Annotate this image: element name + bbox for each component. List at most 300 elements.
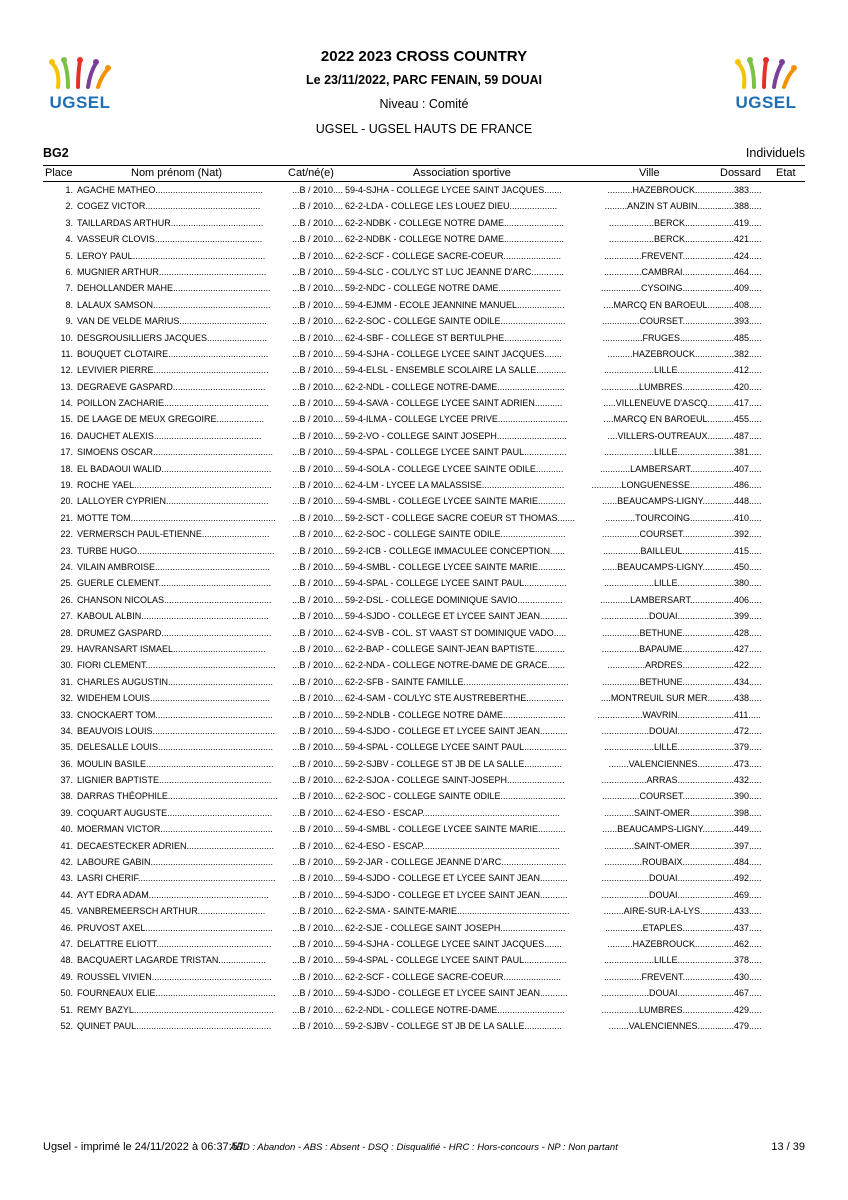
result-category: ...B / 2010....	[291, 512, 343, 523]
result-association: 59-4-SPAL - COLLEGE LYCEE SAINT PAUL.................	[345, 578, 567, 589]
result-association: 59-2-NDC - COLLEGE NOTRE DAME.........................	[345, 283, 562, 294]
result-bib: ......462.....	[719, 938, 762, 949]
result-bib: ......448.....	[719, 496, 762, 507]
result-place: 43.	[60, 873, 73, 884]
result-name: DESGROUSILLIERS JACQUES........................	[77, 332, 268, 343]
result-category: ...B / 2010....	[291, 414, 343, 425]
result-name: SIMOENS OSCAR................................................	[77, 447, 274, 458]
result-place: 13.	[60, 381, 73, 392]
result-bib: ......430.....	[719, 971, 762, 982]
result-city: ....................LILLE.................	[603, 742, 720, 753]
table-row	[43, 265, 805, 281]
result-bib: ......424.....	[719, 250, 762, 261]
result-category: ...B / 2010....	[291, 742, 343, 753]
table-row	[43, 396, 805, 412]
table-row	[43, 216, 805, 232]
result-category: ...B / 2010....	[291, 496, 343, 507]
result-city: ..................ARRAS.................	[601, 775, 720, 786]
result-association: 59-4-SJHA - COLLEGE LYCEE SAINT JACQUES.......	[345, 185, 562, 195]
result-bib: ......415.....	[719, 545, 762, 556]
result-association: 62-2-NDL - COLLEGE NOTRE-DAME...........................	[345, 1004, 565, 1015]
result-association: 62-2-NDBK - COLLEGE NOTRE DAME........................	[345, 217, 565, 228]
result-category: ...B / 2010....	[291, 775, 343, 786]
table-row	[43, 658, 805, 674]
result-city: ............LAMBERSART............	[600, 463, 720, 474]
result-place: 42.	[60, 857, 73, 868]
results-table	[43, 183, 805, 1035]
result-city: ...................DOUAI.................	[601, 725, 720, 736]
result-place: 15.	[60, 414, 73, 425]
result-category: ...B / 2010....	[291, 299, 343, 310]
logo-text: UGSEL	[735, 93, 797, 112]
result-city: ....MARCQ EN BAROEUL.....	[603, 414, 720, 425]
result-name: VAN DE VELDE MARIUS...................................	[77, 316, 267, 327]
table-row	[43, 675, 805, 691]
result-bib: ......411.....	[719, 709, 761, 720]
result-association: 59-2-NDLB - COLLEGE NOTRE DAME.........................	[345, 709, 566, 720]
result-bib: ......472.....	[719, 725, 762, 736]
result-association: 62-4-SVB - COL. ST VAAST ST DOMINIQUE VADO.....	[345, 627, 567, 638]
result-association: 59-4-SOLA - COLLEGE LYCEE SAINTE ODILE...........	[345, 463, 564, 474]
result-association: 59-4-SJDO - COLLEGE ET LYCEE SAINT JEAN...........	[345, 611, 568, 622]
result-name: TAILLARDAS ARTHUR.....................................	[77, 217, 264, 228]
result-city: ................FRUGES................	[602, 332, 720, 343]
result-category: ...B / 2010....	[291, 545, 343, 556]
result-place: 14.	[60, 398, 73, 409]
result-association: 59-4-ELSL - ENSEMBLE SCOLAIRE LA SALLE............	[345, 365, 567, 376]
result-place: 39.	[60, 807, 73, 818]
result-city: ....................LILLE.................	[603, 955, 720, 966]
result-category: ...B / 2010....	[291, 1020, 343, 1031]
result-city: ....................LILLE.................	[603, 365, 720, 376]
result-bib: ......450.....	[719, 561, 762, 572]
result-city: ....MONTREUIL SUR MER.....	[600, 693, 720, 704]
table-row	[43, 363, 805, 379]
result-city: ...............BETHUNE...............	[601, 627, 720, 638]
result-place: 19.	[60, 480, 73, 491]
event-date-place: Le 23/11/2022, PARC FENAIN, 59 DOUAI	[306, 73, 542, 87]
result-association: 59-4-SMBL - COLLEGE LYCEE SAINTE MARIE...........	[345, 561, 566, 572]
result-name: LABOURE GABIN.................................................	[77, 857, 274, 868]
result-city: ............TOURCOING............	[605, 512, 720, 523]
result-place: 25.	[60, 578, 73, 589]
result-association: 62-4-SAM - COL/LYC STE AUSTREBERTHE...............	[345, 693, 564, 704]
result-city: ...............ROUBAIX...............	[604, 857, 720, 868]
table-row	[43, 576, 805, 592]
result-city: ....MARCQ EN BAROEUL.....	[603, 299, 720, 310]
result-name: FOURNEAUX ELIE................................................	[77, 988, 276, 999]
table-row	[43, 789, 805, 805]
result-category: ...B / 2010....	[291, 840, 343, 851]
result-category: ...B / 2010....	[291, 693, 343, 704]
result-bib: ......473.....	[719, 758, 762, 769]
result-bib: ......406.....	[719, 594, 762, 605]
result-name: MUGNIER ARTHUR...........................................	[77, 266, 267, 277]
result-bib: ......433.....	[719, 906, 762, 917]
table-row	[43, 609, 805, 625]
result-city: ........VALENCIENNES.........	[608, 758, 720, 769]
print-date: Ugsel - imprimé le 24/11/2022 à 06:37:57	[43, 1141, 244, 1153]
result-place: 32.	[60, 693, 73, 704]
table-row	[43, 855, 805, 871]
race-category: BG2	[43, 146, 69, 160]
result-category: ...B / 2010....	[291, 873, 343, 884]
result-bib: ......486.....	[719, 480, 762, 491]
result-name: ROUSSEL VIVIEN................................................	[77, 971, 272, 982]
page-title: 2022 2023 CROSS COUNTRY	[320, 48, 528, 65]
result-place: 8.	[65, 299, 73, 310]
result-association: 62-2-SOC - COLLEGE SAINTE ODILE..........................	[345, 529, 566, 540]
event-organization: UGSEL - UGSEL HAUTS DE FRANCE	[315, 122, 533, 136]
result-category: ...B / 2010....	[291, 594, 343, 605]
result-name: CHANSON NICOLAS...........................................	[77, 594, 272, 605]
result-bib: ......420.....	[719, 381, 762, 392]
result-bib: ......434.....	[719, 676, 762, 687]
col-ville: Ville	[639, 167, 660, 179]
result-bib: ......449.....	[719, 824, 762, 835]
result-association: 59-4-SLC - COL/LYC ST LUC JEANNE D'ARC.............	[345, 266, 564, 277]
result-name: WIDEHEM LOUIS................................................	[77, 693, 271, 704]
result-place: 20.	[60, 496, 73, 507]
result-category: ...B / 2010....	[291, 332, 343, 343]
table-row	[43, 740, 805, 756]
result-place: 51.	[60, 1004, 73, 1015]
result-place: 49.	[60, 971, 73, 982]
result-category: ...B / 2010....	[291, 725, 343, 736]
result-bib: ......409.....	[719, 283, 762, 294]
result-association: 62-2-SCF - COLLEGE SACRE-COEUR.......................	[345, 971, 562, 982]
result-city: ...............BAILLEUL...............	[602, 545, 720, 556]
table-row	[43, 839, 805, 855]
result-category: ...B / 2010....	[291, 938, 343, 949]
result-place: 17.	[60, 447, 73, 458]
result-bib: ......492.....	[719, 873, 762, 884]
result-association: 59-2-DSL - COLLEGE DOMINIQUE SAVIO..................	[345, 594, 563, 605]
result-city: ...............FREVENT...............	[603, 250, 720, 261]
result-category: ...B / 2010....	[291, 824, 343, 835]
result-city: ..................WAVRIN.................	[597, 709, 720, 720]
table-row	[43, 806, 805, 822]
result-name: BACQUAERT LAGARDE TRISTAN...................	[77, 955, 266, 966]
result-bib: ......388.....	[719, 201, 762, 212]
table-row	[43, 199, 805, 215]
result-association: 62-2-SFB - SAINTE FAMILLE..........................................	[345, 676, 569, 687]
col-name: Nom prénom (Nat)	[131, 167, 223, 179]
result-bib: ......390.....	[719, 791, 762, 802]
result-category: ...B / 2010....	[291, 807, 343, 818]
result-place: 22.	[60, 529, 73, 540]
result-bib: ......484.....	[719, 857, 762, 868]
result-name: POILLON ZACHARIE..........................................	[77, 398, 270, 409]
result-city: ...............ETAPLES...............	[605, 922, 720, 933]
table-row	[43, 593, 805, 609]
result-category: ...B / 2010....	[291, 463, 343, 474]
result-category: ...B / 2010....	[291, 201, 343, 212]
result-category: ...B / 2010....	[291, 660, 343, 671]
result-category: ...B / 2010....	[291, 234, 343, 245]
result-place: 26.	[60, 594, 73, 605]
result-city: ........VALENCIENNES.........	[608, 1020, 720, 1031]
table-row	[43, 412, 805, 428]
table-row	[43, 527, 805, 543]
result-association: 59-4-SPAL - COLLEGE LYCEE SAINT PAUL.................	[345, 955, 567, 966]
result-category: ...B / 2010....	[291, 480, 343, 491]
table-row	[43, 314, 805, 330]
col-etat: Etat	[776, 167, 796, 179]
result-association: 62-2-NDL - COLLEGE NOTRE-DAME...........................	[345, 381, 565, 392]
result-category: ...B / 2010....	[291, 857, 343, 868]
table-row	[43, 822, 805, 838]
result-place: 16.	[60, 430, 73, 441]
result-bib: ......485.....	[719, 332, 762, 343]
result-name: CNOCKAERT TOM...............................................	[77, 709, 273, 720]
result-name: HAVRANSART ISMAEL.....................................	[77, 643, 266, 654]
result-association: 59-2-SCT - COLLEGE SACRE COEUR ST THOMAS.......	[345, 512, 576, 523]
result-name: VANBREMEERSCH ARTHUR...........................	[77, 906, 266, 917]
col-assoc: Association sportive	[413, 167, 511, 179]
result-association: 62-2-SJOA - COLLEGE SAINT-JOSEPH.......................	[345, 775, 565, 786]
result-place: 11.	[61, 348, 73, 359]
result-city: ...............CAMBRAI...............	[603, 266, 720, 277]
result-bib: ......469.....	[719, 889, 762, 900]
result-city: ...................DOUAI.................	[601, 611, 720, 622]
table-row	[43, 331, 805, 347]
table-row	[43, 986, 805, 1002]
result-category: ...B / 2010....	[291, 1004, 343, 1015]
col-place: Place	[45, 167, 73, 179]
result-name: VILAIN AMBROISE..............................................	[77, 561, 271, 572]
result-association: 59-2-ICB - COLLEGE IMMACULEE CONCEPTION......	[345, 545, 566, 556]
result-bib: ......427.....	[719, 643, 762, 654]
result-place: 6.	[65, 266, 73, 277]
result-name: DE LAAGE DE MEUX GREGOIRE...................	[77, 414, 265, 425]
result-association: 59-4-SMBL - COLLEGE LYCEE SAINTE MARIE...........	[345, 824, 566, 835]
result-bib: ......432.....	[719, 775, 762, 786]
result-category: ...B / 2010....	[291, 365, 343, 376]
result-name: REMY BAZYL........................................................	[77, 1004, 274, 1015]
result-place: 23.	[60, 545, 73, 556]
result-category: ...B / 2010....	[291, 889, 343, 900]
table-row	[43, 544, 805, 560]
result-place: 47.	[60, 938, 73, 949]
result-place: 4.	[65, 234, 73, 245]
result-place: 1.	[65, 185, 73, 195]
table-row	[43, 478, 805, 494]
result-category: ...B / 2010....	[291, 922, 343, 933]
result-name: DAUCHET ALEXIS...........................................	[77, 430, 262, 441]
result-name: TURBE HUGO.......................................................	[77, 545, 275, 556]
table-header	[43, 165, 805, 182]
result-city: .........ANZIN ST AUBIN.........	[604, 201, 720, 212]
result-bib: ......464.....	[719, 266, 762, 277]
result-place: 35.	[60, 742, 73, 753]
result-name: BEAUVOIS LOUIS.................................................	[77, 725, 276, 736]
event-level: Niveau : Comité	[379, 97, 469, 111]
result-city: ............SAINT-OMER............	[603, 807, 720, 818]
result-city: .....VILLENEUVE D'ASCQ.....	[603, 398, 720, 409]
table-row	[43, 1003, 805, 1019]
result-bib: ......379.....	[719, 742, 762, 753]
result-name: DEGRAEVE GASPARD.....................................	[77, 381, 266, 392]
table-row	[43, 281, 805, 297]
result-name: DELATTRE ELIOTT..............................................	[77, 938, 272, 949]
result-name: DRUMEZ GASPARD............................................	[77, 627, 272, 638]
result-name: LALLOYER CYPRIEN.........................................	[77, 496, 269, 507]
result-category: ...B / 2010....	[291, 643, 343, 654]
result-category: ...B / 2010....	[291, 561, 343, 572]
result-city: ..................BERCK..............	[608, 217, 720, 228]
result-bib: ......412.....	[719, 365, 762, 376]
result-name: LASRI CHERIF.......................................................	[77, 873, 276, 884]
result-association: 62-4-LM - LYCEE LA MALASSISE.................................	[345, 480, 565, 491]
result-association: 59-2-SJBV - COLLEGE ST JB DE LA SALLE...............	[345, 1020, 562, 1031]
result-name: GUERLE CLEMENT.............................................	[77, 578, 272, 589]
result-association: 62-2-NDBK - COLLEGE NOTRE DAME........................	[345, 234, 565, 245]
result-name: MOULIN BASILE...................................................	[77, 758, 274, 769]
logo-text: UGSEL	[49, 93, 111, 112]
table-row	[43, 347, 805, 363]
table-row	[43, 429, 805, 445]
table-row	[43, 380, 805, 396]
result-bib: ......467.....	[719, 988, 762, 999]
result-name: VASSEUR CLOVIS...........................................	[77, 234, 263, 245]
result-category: ...B / 2010....	[291, 283, 343, 294]
result-bib: ......437.....	[719, 922, 762, 933]
status-legend: ABD : Abandon - ABS : Absent - DSQ : Disqualifié - HRC : Hors-concours - NP : Non partant	[230, 1142, 618, 1153]
result-place: 21.	[60, 512, 73, 523]
result-city: ...............COURSET...............	[601, 791, 720, 802]
result-association: 59-4-SPAL - COLLEGE LYCEE SAINT PAUL.................	[345, 447, 567, 458]
result-association: 59-4-SJHA - COLLEGE LYCEE SAINT JACQUES.......	[345, 348, 562, 359]
result-association: 62-2-NDA - COLLEGE NOTRE-DAME DE GRACE.......	[345, 660, 566, 671]
table-row	[43, 1019, 805, 1035]
result-category: ...B / 2010....	[291, 627, 343, 638]
result-name: LALAUX SAMSON...............................................	[77, 299, 271, 310]
result-place: 24.	[60, 561, 73, 572]
result-name: CHARLES AUGUSTIN..........................................	[77, 676, 274, 687]
result-category: ...B / 2010....	[291, 578, 343, 589]
result-association: 59-4-SJDO - COLLEGE ET LYCEE SAINT JEAN...........	[345, 988, 568, 999]
result-category: ...B / 2010....	[291, 955, 343, 966]
result-city: ............SAINT-OMER............	[603, 840, 720, 851]
result-place: 31.	[60, 676, 73, 687]
result-association: 59-4-SJDO - COLLEGE ET LYCEE SAINT JEAN...........	[345, 725, 568, 736]
col-cat: Cat/né(e)	[288, 167, 334, 179]
result-bib: ......392.....	[719, 529, 762, 540]
result-category: ...B / 2010....	[291, 430, 343, 441]
result-category: ...B / 2010....	[291, 758, 343, 769]
result-place: 5.	[65, 250, 73, 261]
result-category: ...B / 2010....	[291, 316, 343, 327]
result-place: 10.	[60, 332, 73, 343]
result-place: 7.	[65, 283, 73, 294]
result-category: ...B / 2010....	[291, 906, 343, 917]
result-category: ...B / 2010....	[291, 611, 343, 622]
result-place: 34.	[60, 725, 73, 736]
result-name: BOUQUET CLOTAIRE........................................	[77, 348, 269, 359]
table-row	[43, 773, 805, 789]
result-place: 3.	[65, 217, 73, 228]
result-association: 62-4-ESO - ESCAP.......................................................	[345, 840, 560, 851]
result-category: ...B / 2010....	[291, 266, 343, 277]
result-category: ...B / 2010....	[291, 217, 343, 228]
result-place: 12.	[60, 365, 73, 376]
result-city: ......BEAUCAMPS-LIGNY.......	[602, 561, 720, 572]
result-association: 62-2-SJE - COLLEGE SAINT JOSEPH..........................	[345, 922, 566, 933]
result-association: 62-2-LDA - COLLEGE LES LOUEZ DIEU...................	[345, 201, 558, 212]
result-city: ...............BAPAUME...............	[601, 643, 720, 654]
result-bib: ......383.....	[719, 185, 762, 195]
result-association: 59-4-SAVA - COLLEGE LYCEE SAINT ADRIEN...........	[345, 398, 563, 409]
result-place: 46.	[60, 922, 73, 933]
result-association: 59-4-SMBL - COLLEGE LYCEE SAINTE MARIE...........	[345, 496, 566, 507]
result-association: 62-2-BAP - COLLEGE SAINT-JEAN BAPTISTE............	[345, 643, 565, 654]
result-place: 27.	[60, 611, 73, 622]
result-name: DARRAS THÉOPHILE............................................	[77, 791, 278, 802]
result-place: 45.	[60, 906, 73, 917]
result-place: 2.	[65, 201, 73, 212]
table-row	[43, 757, 805, 773]
result-city: ................CYSOING...............	[600, 283, 720, 294]
result-place: 44.	[60, 889, 73, 900]
result-place: 33.	[60, 709, 73, 720]
result-city: ....VILLERS-OUTREAUX.....	[607, 430, 720, 441]
result-name: VERMERSCH PAUL-ETIENNE...........................	[77, 529, 270, 540]
result-city: ............LONGUENESSE............	[591, 480, 720, 491]
result-bib: ......380.....	[719, 578, 762, 589]
result-name: LEVIVIER PIERRE..............................................	[77, 365, 269, 376]
result-bib: ......429.....	[719, 1004, 762, 1015]
result-bib: ......410.....	[719, 512, 762, 523]
result-category: ...B / 2010....	[291, 348, 343, 359]
result-place: 18.	[60, 463, 73, 474]
result-place: 41.	[60, 840, 73, 851]
result-association: 59-4-SPAL - COLLEGE LYCEE SAINT PAUL.................	[345, 742, 567, 753]
result-name: LIGNIER BAPTISTE.............................................	[77, 775, 272, 786]
result-bib: ......422.....	[719, 660, 762, 671]
result-bib: ......479.....	[719, 1020, 762, 1031]
result-category: ...B / 2010....	[291, 398, 343, 409]
table-row	[43, 904, 805, 920]
result-name: MOTTE TOM..........................................................	[77, 512, 276, 523]
result-bib: ......438.....	[719, 693, 762, 704]
result-category: ...B / 2010....	[291, 971, 343, 982]
result-association: 59-2-SJBV - COLLEGE ST JB DE LA SALLE...............	[345, 758, 562, 769]
result-name: PRUVOST AXEL...................................................	[77, 922, 273, 933]
result-city: ......BEAUCAMPS-LIGNY.......	[602, 824, 720, 835]
result-bib: ......455.....	[719, 414, 762, 425]
result-bib: ......397.....	[719, 840, 762, 851]
table-row	[43, 298, 805, 314]
result-place: 36.	[60, 758, 73, 769]
result-bib: ......417.....	[719, 398, 762, 409]
result-category: ...B / 2010....	[291, 381, 343, 392]
result-bib: ......393.....	[719, 316, 762, 327]
result-association: 59-4-SJHA - COLLEGE LYCEE SAINT JACQUES.......	[345, 938, 562, 949]
result-place: 28.	[60, 627, 73, 638]
result-bib: ......399.....	[719, 611, 762, 622]
result-place: 38.	[60, 791, 73, 802]
table-row	[43, 724, 805, 740]
result-bib: ......419.....	[719, 217, 762, 228]
result-category: ...B / 2010....	[291, 250, 343, 261]
result-city: ......BEAUCAMPS-LIGNY.......	[602, 496, 720, 507]
result-association: 62-4-ESO - ESCAP.......................................................	[345, 807, 560, 818]
table-row	[43, 642, 805, 658]
table-row	[43, 249, 805, 265]
result-city: ...............ARDRES...............	[607, 660, 720, 671]
result-name: AGACHE MATHEO...........................................	[77, 185, 263, 195]
